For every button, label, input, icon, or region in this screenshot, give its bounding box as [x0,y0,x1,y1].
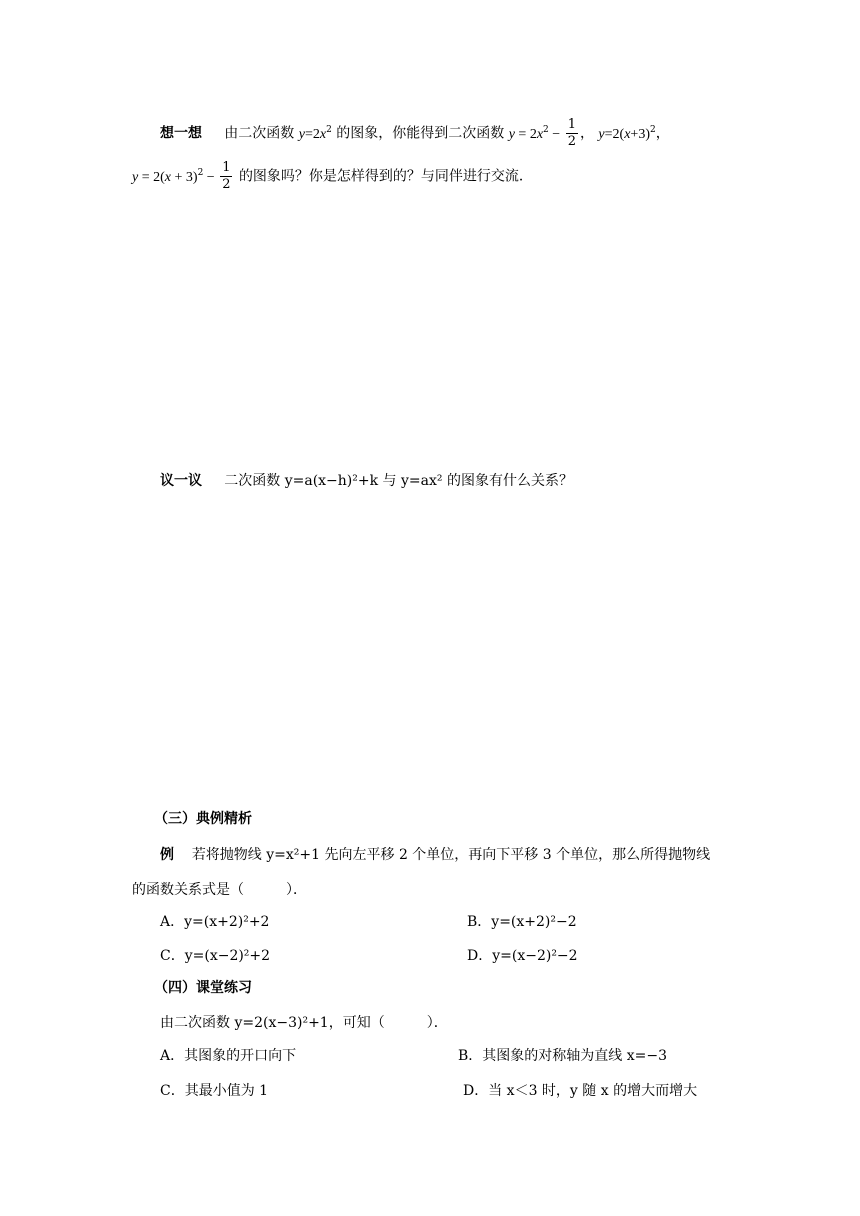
example-option-c: C．y=(x−2)²+2 [160,948,271,964]
practice-option-b: B．其图象的对称轴为直线 x=−3 [458,1048,668,1064]
think-text-3: 的图象吗？你是怎样得到的？与同伴进行交流． [238,168,533,185]
think-eq-2: $y = 2x^2$ − $\frac{1}{2}$ [508,117,576,149]
practice-option-c: C．其最小值为 1 [160,1083,269,1099]
discuss-label: 议一议 [160,473,202,489]
think-label: 想一想 [160,125,202,142]
think-eq-3: $y=2(x+3)^2$ [598,124,656,142]
examples-heading: （三）典例精析 [154,811,252,827]
think-eq-1: $y=2x^2$ [298,124,332,142]
example-option-b: B．y=(x+2)²−2 [467,914,577,930]
example-question-line2: 的函数关系式是（ ）． [132,882,307,898]
think-paragraph-line2 [132,160,533,193]
example-line1 [160,845,710,865]
practice-heading: （四）课堂练习 [154,980,252,996]
discuss-text: 二次函数 y=a(x−h)²+k 与 y=ax² 的图象有什么关系？ [224,473,573,489]
practice-option-a: A．其图象的开口向下 [160,1048,297,1064]
example-option-d: D．y=(x−2)²−2 [467,948,578,964]
discuss-paragraph [160,471,573,491]
think-eq-4: $y = 2(x + 3)^2$ − $\frac{1}{2}$ [132,160,231,192]
think-text-1: 由二次函数 [224,125,295,142]
think-text-2: 的图象，你能得到二次函数 [336,125,505,142]
example-label: 例 [160,847,174,863]
think-paragraph-line1: 想一想 由二次函数 $y=2x^2$ 的图象，你能得到二次函数 $y = 2x^2$ − $\frac{1}{2}$ ， $y=2(x+3)^2$， [160,117,670,149]
practice-option-d: D．当 x＜3 时，y 随 x 的增大而增大 [463,1083,698,1099]
example-question-line1: 若将抛物线 y=x²+1 先向左平移 2 个单位，再向下平移 3 个单位，那么所得抛物线 [191,847,711,863]
example-option-a: A．y=(x+2)²+2 [160,914,270,930]
practice-question: 由二次函数 y=2(x−3)²+1，可知（ ）． [160,1015,448,1031]
